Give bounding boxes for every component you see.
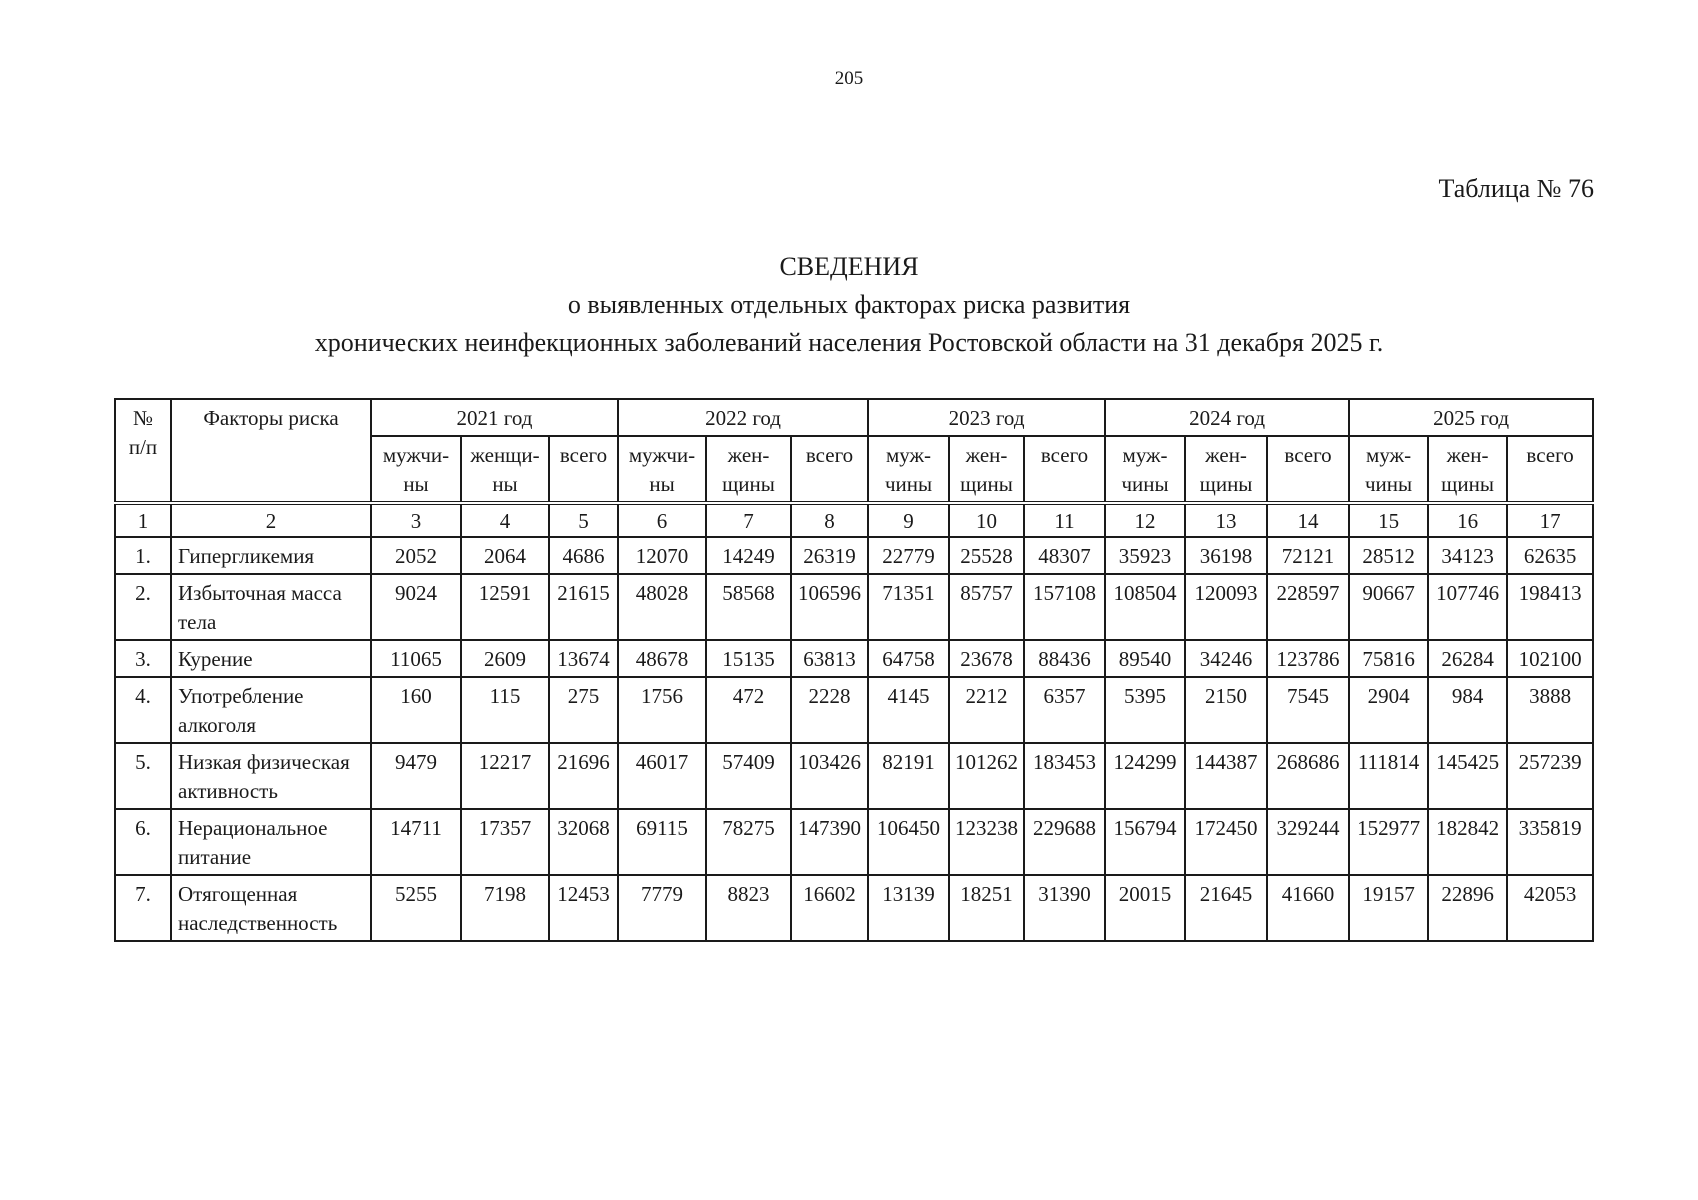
row-value: 7779: [618, 875, 706, 941]
row-value: 147390: [791, 809, 868, 875]
row-value: 15135: [706, 640, 791, 677]
header-sub-0-1: женщи- ны: [461, 436, 549, 503]
table-body: [115, 503, 1593, 941]
row-value: 2228: [791, 677, 868, 743]
header-sub-2-1: жен- щины: [949, 436, 1024, 503]
row-number: 2.: [115, 574, 171, 640]
row-value: 34123: [1428, 537, 1507, 574]
column-number-cell: 14: [1267, 503, 1349, 537]
row-value: 7198: [461, 875, 549, 941]
row-value: 21645: [1185, 875, 1267, 941]
row-value: 107746: [1428, 574, 1507, 640]
document-subtitle-line-1: о выявленных отдельных факторах риска развития: [567, 290, 1131, 319]
row-value: 90667: [1349, 574, 1428, 640]
table-row: [115, 743, 1593, 809]
column-number-cell: 7: [706, 503, 791, 537]
row-value: 36198: [1185, 537, 1267, 574]
row-value: 12591: [461, 574, 549, 640]
row-value: 156794: [1105, 809, 1185, 875]
row-value: 17357: [461, 809, 549, 875]
row-value: 58568: [706, 574, 791, 640]
row-value: 23678: [949, 640, 1024, 677]
row-value: 9479: [371, 743, 461, 809]
row-value: 35923: [1105, 537, 1185, 574]
row-value: 123786: [1267, 640, 1349, 677]
row-value: 3888: [1507, 677, 1593, 743]
row-value: 6357: [1024, 677, 1105, 743]
row-value: 41660: [1267, 875, 1349, 941]
row-value: 103426: [791, 743, 868, 809]
table-row: [115, 809, 1593, 875]
table-row: [115, 574, 1593, 640]
table-row: [115, 677, 1593, 743]
row-value: 2064: [461, 537, 549, 574]
row-value: 120093: [1185, 574, 1267, 640]
row-value: 62635: [1507, 537, 1593, 574]
document-subtitle-line-2: хронических неинфекционных заболеваний населения Ростовской области на 31 декабря 2025 г.: [314, 328, 1384, 357]
row-value: 14711: [371, 809, 461, 875]
header-sub-4-2: всего: [1507, 436, 1593, 503]
row-value: 26319: [791, 537, 868, 574]
table-row: [115, 875, 1593, 941]
header-sub-4-1: жен- щины: [1428, 436, 1507, 503]
row-value: 21696: [549, 743, 618, 809]
row-value: 124299: [1105, 743, 1185, 809]
row-value: 31390: [1024, 875, 1105, 941]
row-value: 5255: [371, 875, 461, 941]
row-value: 4145: [868, 677, 949, 743]
row-value: 102100: [1507, 640, 1593, 677]
row-value: 69115: [618, 809, 706, 875]
row-value: 2212: [949, 677, 1024, 743]
row-value: 183453: [1024, 743, 1105, 809]
row-factor: Употребление алкоголя: [171, 677, 371, 743]
row-value: 111814: [1349, 743, 1428, 809]
row-value: 71351: [868, 574, 949, 640]
row-factor: Гипергликемия: [171, 537, 371, 574]
row-value: 88436: [1024, 640, 1105, 677]
row-value: 48678: [618, 640, 706, 677]
row-value: 11065: [371, 640, 461, 677]
column-number-cell: 12: [1105, 503, 1185, 537]
row-value: 16602: [791, 875, 868, 941]
row-value: 26284: [1428, 640, 1507, 677]
row-value: 2609: [461, 640, 549, 677]
column-numbers-row: [115, 503, 1593, 537]
row-value: 329244: [1267, 809, 1349, 875]
row-value: 182842: [1428, 809, 1507, 875]
header-sub-3-0: муж- чины: [1105, 436, 1185, 503]
column-number-cell: 17: [1507, 503, 1593, 537]
row-number: 4.: [115, 677, 171, 743]
column-number-cell: 8: [791, 503, 868, 537]
row-value: 123238: [949, 809, 1024, 875]
row-value: 72121: [1267, 537, 1349, 574]
row-value: 46017: [618, 743, 706, 809]
row-factor: Низкая физическая активность: [171, 743, 371, 809]
row-value: 19157: [1349, 875, 1428, 941]
header-year-2025: 2025 год: [1349, 399, 1593, 436]
row-value: 2052: [371, 537, 461, 574]
column-number-cell: 16: [1428, 503, 1507, 537]
row-value: 257239: [1507, 743, 1593, 809]
row-value: 198413: [1507, 574, 1593, 640]
row-value: 7545: [1267, 677, 1349, 743]
column-number-cell: 4: [461, 503, 549, 537]
header-sub-1-1: жен- щины: [706, 436, 791, 503]
row-value: 8823: [706, 875, 791, 941]
row-value: 25528: [949, 537, 1024, 574]
column-number-cell: 2: [171, 503, 371, 537]
row-factor: Курение: [171, 640, 371, 677]
row-value: 472: [706, 677, 791, 743]
column-number-cell: 13: [1185, 503, 1267, 537]
row-value: 12453: [549, 875, 618, 941]
header-num-label: № п/п: [128, 406, 158, 459]
row-factor: Нерациональное питание: [171, 809, 371, 875]
row-value: 115: [461, 677, 549, 743]
row-factor: Избыточная масса тела: [171, 574, 371, 640]
header-num: [115, 399, 171, 503]
row-value: 106596: [791, 574, 868, 640]
table-row: [115, 640, 1593, 677]
table-row: [115, 537, 1593, 574]
row-value: 106450: [868, 809, 949, 875]
header-factor: [171, 399, 371, 503]
row-factor: Отягощенная наследственность: [171, 875, 371, 941]
header-sub-2-2: всего: [1024, 436, 1105, 503]
row-value: 32068: [549, 809, 618, 875]
header-year-2024: 2024 год: [1105, 399, 1349, 436]
row-value: 13674: [549, 640, 618, 677]
header-sub-3-1: жен- щины: [1185, 436, 1267, 503]
row-value: 42053: [1507, 875, 1593, 941]
column-number-cell: 11: [1024, 503, 1105, 537]
table-header: [115, 399, 1593, 503]
row-value: 82191: [868, 743, 949, 809]
row-value: 85757: [949, 574, 1024, 640]
header-row-years: [115, 399, 1593, 436]
row-value: 28512: [1349, 537, 1428, 574]
row-number: 7.: [115, 875, 171, 941]
row-value: 5395: [1105, 677, 1185, 743]
row-value: 9024: [371, 574, 461, 640]
row-number: 6.: [115, 809, 171, 875]
header-sub-1-0: мужчи- ны: [618, 436, 706, 503]
column-number-cell: 9: [868, 503, 949, 537]
header-sub-4-0: муж- чины: [1349, 436, 1428, 503]
row-value: 160: [371, 677, 461, 743]
header-year-2022: 2022 год: [618, 399, 868, 436]
row-value: 268686: [1267, 743, 1349, 809]
row-value: 48028: [618, 574, 706, 640]
row-value: 14249: [706, 537, 791, 574]
row-value: 12217: [461, 743, 549, 809]
table-label: Таблица № 76: [1438, 174, 1594, 203]
row-value: 89540: [1105, 640, 1185, 677]
row-value: 12070: [618, 537, 706, 574]
page-number: 205: [834, 68, 864, 89]
header-factor-label: Факторы риска: [203, 406, 339, 430]
column-number-cell: 6: [618, 503, 706, 537]
header-sub-3-2: всего: [1267, 436, 1349, 503]
column-number-cell: 5: [549, 503, 618, 537]
column-number-cell: 10: [949, 503, 1024, 537]
row-value: 275: [549, 677, 618, 743]
row-value: 1756: [618, 677, 706, 743]
row-value: 75816: [1349, 640, 1428, 677]
row-value: 228597: [1267, 574, 1349, 640]
row-value: 108504: [1105, 574, 1185, 640]
row-value: 63813: [791, 640, 868, 677]
row-value: 13139: [868, 875, 949, 941]
header-year-2021: 2021 год: [371, 399, 618, 436]
row-value: 22779: [868, 537, 949, 574]
row-value: 229688: [1024, 809, 1105, 875]
header-sub-0-2: всего: [549, 436, 618, 503]
row-value: 18251: [949, 875, 1024, 941]
column-number-cell: 3: [371, 503, 461, 537]
row-value: 78275: [706, 809, 791, 875]
row-value: 144387: [1185, 743, 1267, 809]
row-value: 2150: [1185, 677, 1267, 743]
row-value: 2904: [1349, 677, 1428, 743]
row-value: 57409: [706, 743, 791, 809]
document-title-block: [0, 248, 1698, 362]
header-sub-1-2: всего: [791, 436, 868, 503]
column-number-cell: 1: [115, 503, 171, 537]
row-value: 4686: [549, 537, 618, 574]
header-sub-2-0: муж- чины: [868, 436, 949, 503]
row-number: 1.: [115, 537, 171, 574]
row-value: 34246: [1185, 640, 1267, 677]
risk-factors-table: [114, 398, 1594, 942]
row-value: 20015: [1105, 875, 1185, 941]
document-title: СВЕДЕНИЯ: [779, 252, 919, 281]
row-value: 22896: [1428, 875, 1507, 941]
header-year-2023: 2023 год: [868, 399, 1105, 436]
row-value: 157108: [1024, 574, 1105, 640]
row-value: 335819: [1507, 809, 1593, 875]
row-value: 172450: [1185, 809, 1267, 875]
header-sub-0-0: мужчи- ны: [371, 436, 461, 503]
row-number: 5.: [115, 743, 171, 809]
row-value: 101262: [949, 743, 1024, 809]
row-value: 64758: [868, 640, 949, 677]
row-value: 48307: [1024, 537, 1105, 574]
column-number-cell: 15: [1349, 503, 1428, 537]
row-value: 21615: [549, 574, 618, 640]
row-value: 145425: [1428, 743, 1507, 809]
row-number: 3.: [115, 640, 171, 677]
row-value: 152977: [1349, 809, 1428, 875]
row-value: 984: [1428, 677, 1507, 743]
